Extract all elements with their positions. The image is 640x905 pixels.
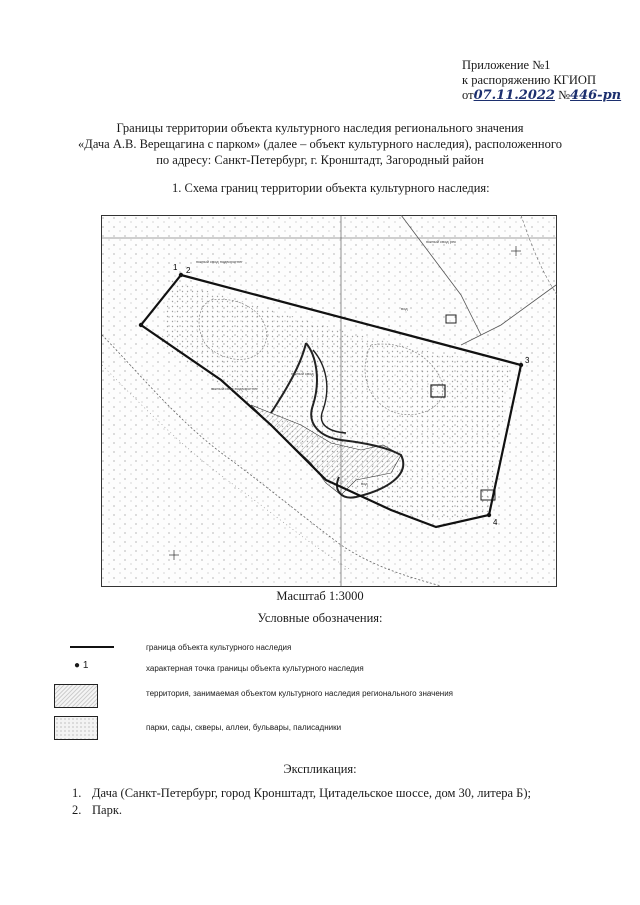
appendix-line-1: Приложение №1 (462, 58, 551, 72)
date-prefix: от (462, 88, 474, 102)
title-line-1: Границы территории объекта культурного наследия регионального значения (116, 121, 524, 135)
map-caption: вод (401, 306, 408, 311)
map-caption: южный свод рек (426, 239, 456, 244)
map-caption: южный свод подворотнег (196, 259, 243, 264)
legend-dots-swatch (54, 716, 98, 740)
map-caption: вод (361, 481, 368, 486)
title-line-2: «Дача А.В. Верещагина с парком» (далее – объект культурного наследия), расположенного (78, 137, 562, 151)
point-label-1: 1 (173, 263, 178, 272)
point-label-4: 4 (493, 518, 498, 527)
map-caption: южный свод (291, 371, 314, 376)
point-label-2: 2 (186, 266, 191, 275)
title-line-3: по адресу: Санкт-Петербург, г. Кронштадт, Загородный район (156, 153, 484, 167)
explication-list (72, 785, 531, 819)
section-heading: 1. Схема границ территории объекта культурного наследия: (172, 181, 490, 195)
list-item: 2. Парк. (72, 803, 123, 817)
legend-point-label: 1 (82, 660, 89, 671)
legend-text-point: характерная точка границы объекта культурного наследия (146, 664, 364, 673)
boundary-map (101, 215, 557, 587)
legend-line-symbol (70, 646, 114, 648)
map-scale: Масштаб 1:3000 (276, 589, 364, 603)
legend-point-symbol: ● 1 (74, 660, 89, 671)
explication-title: Экспликация: (283, 762, 357, 776)
handwritten-number: 446-рп (570, 88, 622, 103)
legend-text-territory: территория, занимаемая объектом культурного наследия регионального значения (146, 689, 453, 698)
document-title (0, 120, 640, 168)
legend-text-boundary: граница объекта культурного наследия (146, 643, 292, 652)
map-caption: южный свод подворотнег (211, 386, 258, 391)
appendix-line-3 (462, 88, 621, 103)
legend-title: Условные обозначения: (257, 611, 383, 625)
handwritten-date: 07.11.2022 (473, 88, 555, 103)
legend-text-parks: парки, сады, скверы, аллеи, бульвары, палисадники (146, 723, 342, 732)
appendix-line-2: к распоряжению КГИОП (462, 73, 596, 87)
point-label-3: 3 (525, 356, 530, 365)
list-item: 1. Дача (Санкт-Петербург, город Кронштадт, Цитадельское шоссе, дом 30, литера Б); (72, 786, 531, 800)
appendix-block (462, 58, 621, 103)
legend-hatch-swatch (54, 684, 98, 708)
number-prefix: № (558, 88, 571, 102)
